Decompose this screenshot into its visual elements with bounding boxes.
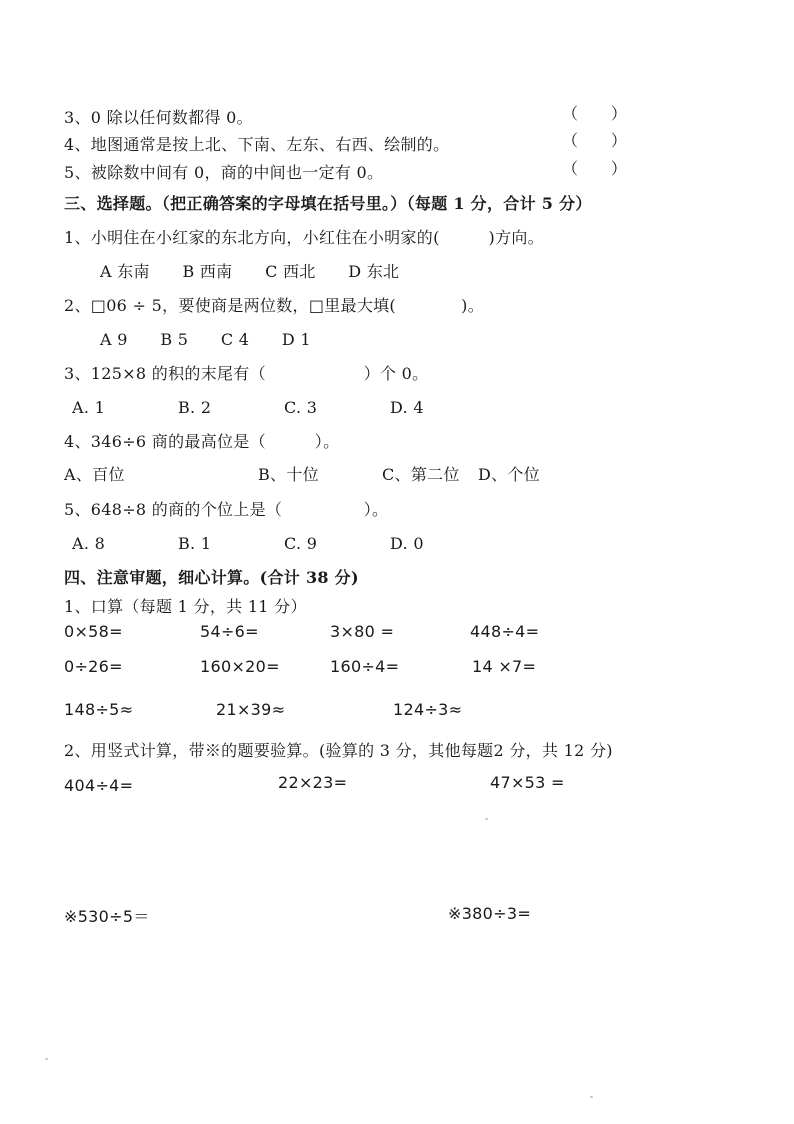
mc-q5-option-c: C. 9 — [284, 534, 318, 553]
vertical-problem: 47×53 = — [490, 773, 565, 792]
oral-problem: 0×58= — [64, 622, 123, 641]
scan-speck — [485, 818, 488, 820]
mc-q4-stem: 4、346÷6 商的最高位是（ ）。 — [64, 432, 340, 451]
mc-q4-option-b: B、十位 — [258, 465, 319, 484]
oral-calc-heading: 1、口算（每题 1 分，共 11 分） — [64, 597, 307, 616]
tf-item-5: 5、被除数中间有 0，商的中间也一定有 0。 — [64, 163, 384, 182]
oral-problem: 160÷4= — [330, 657, 400, 676]
mc-q4-option-a: A、百位 — [64, 465, 125, 484]
vertical-problem: 22×23= — [278, 773, 348, 792]
tf-paren-4: （ ） — [562, 131, 628, 150]
oral-problem: 448÷4= — [470, 622, 540, 641]
scan-speck — [45, 1058, 48, 1060]
mc-q3-stem: 3、125×8 的积的末尾有（ ）个 0。 — [64, 364, 429, 383]
vertical-problem-check: ※530÷5＝ — [64, 907, 150, 926]
mc-q5-option-a: A. 8 — [72, 534, 106, 553]
mc-q4-option-d: D、个位 — [478, 465, 541, 484]
vertical-problem-check: ※380÷3= — [448, 904, 532, 923]
vertical-calc-heading: 2、用竖式计算，带※的题要验算。(验算的 3 分，其他每题2 分，共 12 分) — [64, 741, 613, 760]
mc-q1-options: A 东南 B 西南 C 西北 D 东北 — [100, 262, 400, 281]
mc-q2-options: A 9 B 5 C 4 D 1 — [100, 330, 311, 349]
tf-item-3: 3、0 除以任何数都得 0。 — [64, 108, 253, 127]
mc-q3-option-d: D. 4 — [390, 398, 424, 417]
section-3-title: 三、选择题。（把正确答案的字母填在括号里。）（每题 1 分，合计 5 分） — [64, 194, 592, 213]
oral-problem: 14 ×7= — [472, 657, 537, 676]
oral-problem: 21×39≈ — [216, 700, 286, 719]
mc-q4-option-c: C、第二位 — [382, 465, 460, 484]
tf-paren-3: （ ） — [562, 104, 628, 123]
mc-q2-stem: 2、□06 ÷ 5，要使商是两位数，□里最大填( )。 — [64, 296, 485, 315]
mc-q5-stem: 5、648÷8 的商的个位上是（ ）。 — [64, 500, 389, 519]
vertical-problem: 404÷4= — [64, 776, 134, 795]
mc-q1-stem: 1、小明住在小红家的东北方向，小红住在小明家的( )方向。 — [64, 228, 544, 247]
tf-item-4: 4、地图通常是按上北、下南、左东、右西、绘制的。 — [64, 135, 450, 154]
mc-q3-option-a: A. 1 — [72, 398, 106, 417]
oral-problem: 160×20= — [200, 657, 280, 676]
oral-problem: 124÷3≈ — [393, 700, 463, 719]
section-4-title: 四、注意审题，细心计算。(合计 38 分) — [64, 568, 359, 587]
mc-q3-option-b: B. 2 — [178, 398, 212, 417]
oral-problem: 148÷5≈ — [64, 700, 134, 719]
mc-q3-option-c: C. 3 — [284, 398, 318, 417]
tf-paren-5: （ ） — [562, 159, 628, 178]
oral-problem: 3×80 = — [330, 622, 395, 641]
oral-problem: 54÷6= — [200, 622, 259, 641]
mc-q5-option-d: D. 0 — [390, 534, 424, 553]
mc-q5-option-b: B. 1 — [178, 534, 212, 553]
oral-problem: 0÷26= — [64, 657, 123, 676]
scan-speck — [590, 1096, 593, 1098]
